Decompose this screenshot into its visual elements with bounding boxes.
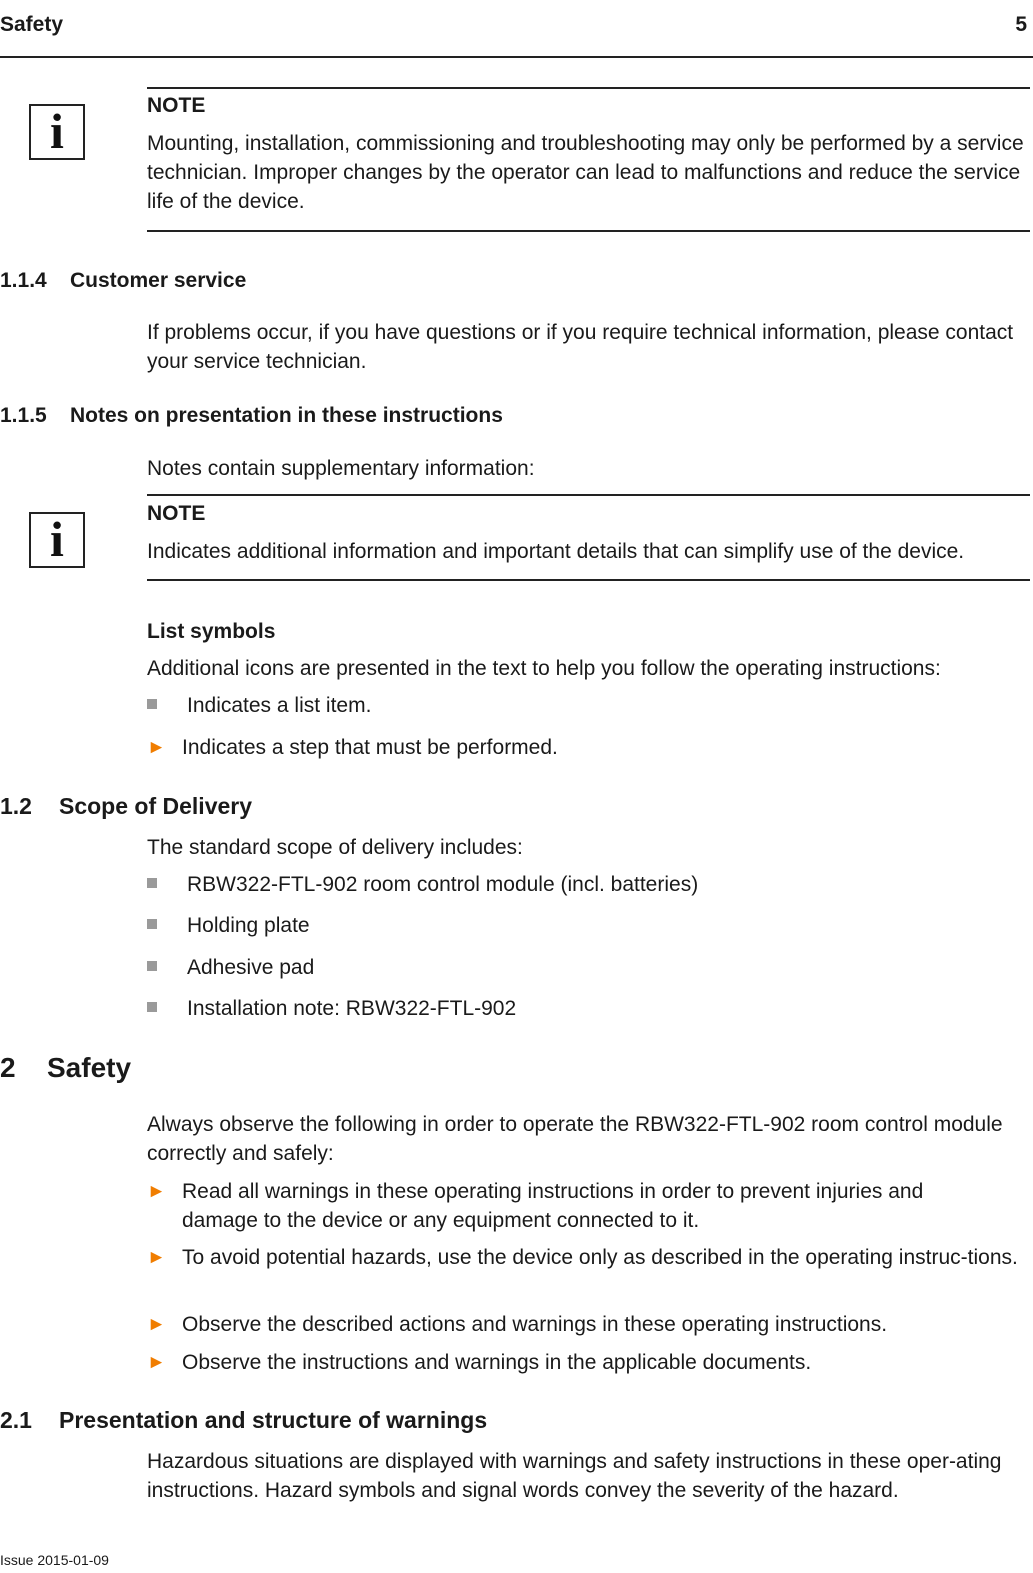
note-bottom-rule	[147, 579, 1030, 581]
list-item: RBW322-FTL-902 room control module (incl. batteries)	[147, 870, 1032, 899]
note-title: NOTE	[147, 94, 206, 117]
info-icon: i	[29, 104, 85, 160]
section-heading-1-2: 1.2 Scope of Delivery	[0, 793, 253, 819]
running-header-title: Safety	[0, 13, 64, 36]
list-item: Indicates a list item.	[147, 691, 1032, 720]
square-bullet-icon	[147, 919, 157, 929]
section-heading-2-1: 2.1 Presentation and structure of warnings	[0, 1407, 488, 1433]
issue-date: Issue 2015-01-09	[0, 1552, 109, 1568]
arrow-right-icon: ►	[147, 1181, 166, 1202]
list-symbols-intro: Additional icons are presented in the text to help you follow the operating instructions:	[147, 657, 941, 680]
square-bullet-icon	[147, 699, 157, 709]
info-icon: i	[29, 512, 85, 568]
scope-intro: The standard scope of delivery includes:	[147, 836, 523, 859]
list-item: Installation note: RBW322-FTL-902	[147, 994, 1032, 1023]
note-top-rule	[147, 494, 1030, 496]
customer-service-text: If problems occur, if you have questions or if you require technical information, please contact your service technician.	[147, 321, 1014, 373]
step-item: ► Observe the described actions and warnings in these operating instructions.	[147, 1310, 1032, 1339]
arrow-right-icon: ►	[147, 1352, 166, 1373]
arrow-right-icon: ►	[147, 1247, 166, 1268]
square-bullet-icon	[147, 961, 157, 971]
page-number: 5	[1015, 13, 1027, 36]
arrow-right-icon: ►	[147, 1314, 166, 1335]
note-text: Mounting, installation, commissioning and troubleshooting may only be performed by a service technician. Improper changes by the operator can lead to malfunctions and reduce the service life of the device.	[147, 132, 1024, 213]
notes-intro: Notes contain supplementary information:	[147, 457, 535, 480]
step-item: ► Indicates a step that must be performed.	[147, 733, 1032, 762]
safety-intro: Always observe the following in order to operate the RBW322-FTL-902 room control module correctly and safely:	[147, 1113, 1003, 1165]
note-top-rule	[147, 87, 1030, 89]
section-heading-1-1-5: 1.1.5 Notes on presentation in these instructions	[0, 404, 503, 427]
step-item: ► Observe the instructions and warnings in the applicable documents.	[147, 1348, 1032, 1377]
step-item: ► To avoid potential hazards, use the device only as described in the operating instruc-tions.	[147, 1243, 1033, 1272]
square-bullet-icon	[147, 1002, 157, 1012]
step-item: ► Read all warnings in these operating instructions in order to prevent injuries and damage to the device or any equipment connected to it.	[147, 1177, 1032, 1235]
note-bottom-rule	[147, 230, 1030, 232]
section-heading-1-1-4: 1.1.4 Customer service	[0, 269, 247, 292]
header-divider	[0, 56, 1033, 58]
note-text: Indicates additional information and important details that can simplify use of the device.	[147, 540, 965, 563]
note-title: NOTE	[147, 502, 206, 525]
chapter-heading-2: 2 Safety	[0, 1052, 132, 1083]
list-item: Holding plate	[147, 911, 1032, 940]
list-item: Adhesive pad	[147, 953, 1032, 982]
list-symbols-heading: List symbols	[147, 620, 276, 643]
square-bullet-icon	[147, 878, 157, 888]
warnings-text: Hazardous situations are displayed with warnings and safety instructions in these oper-ating instructions. Hazard symbols and signal words convey the severity of the hazard.	[147, 1450, 1002, 1502]
arrow-right-icon: ►	[147, 737, 166, 758]
